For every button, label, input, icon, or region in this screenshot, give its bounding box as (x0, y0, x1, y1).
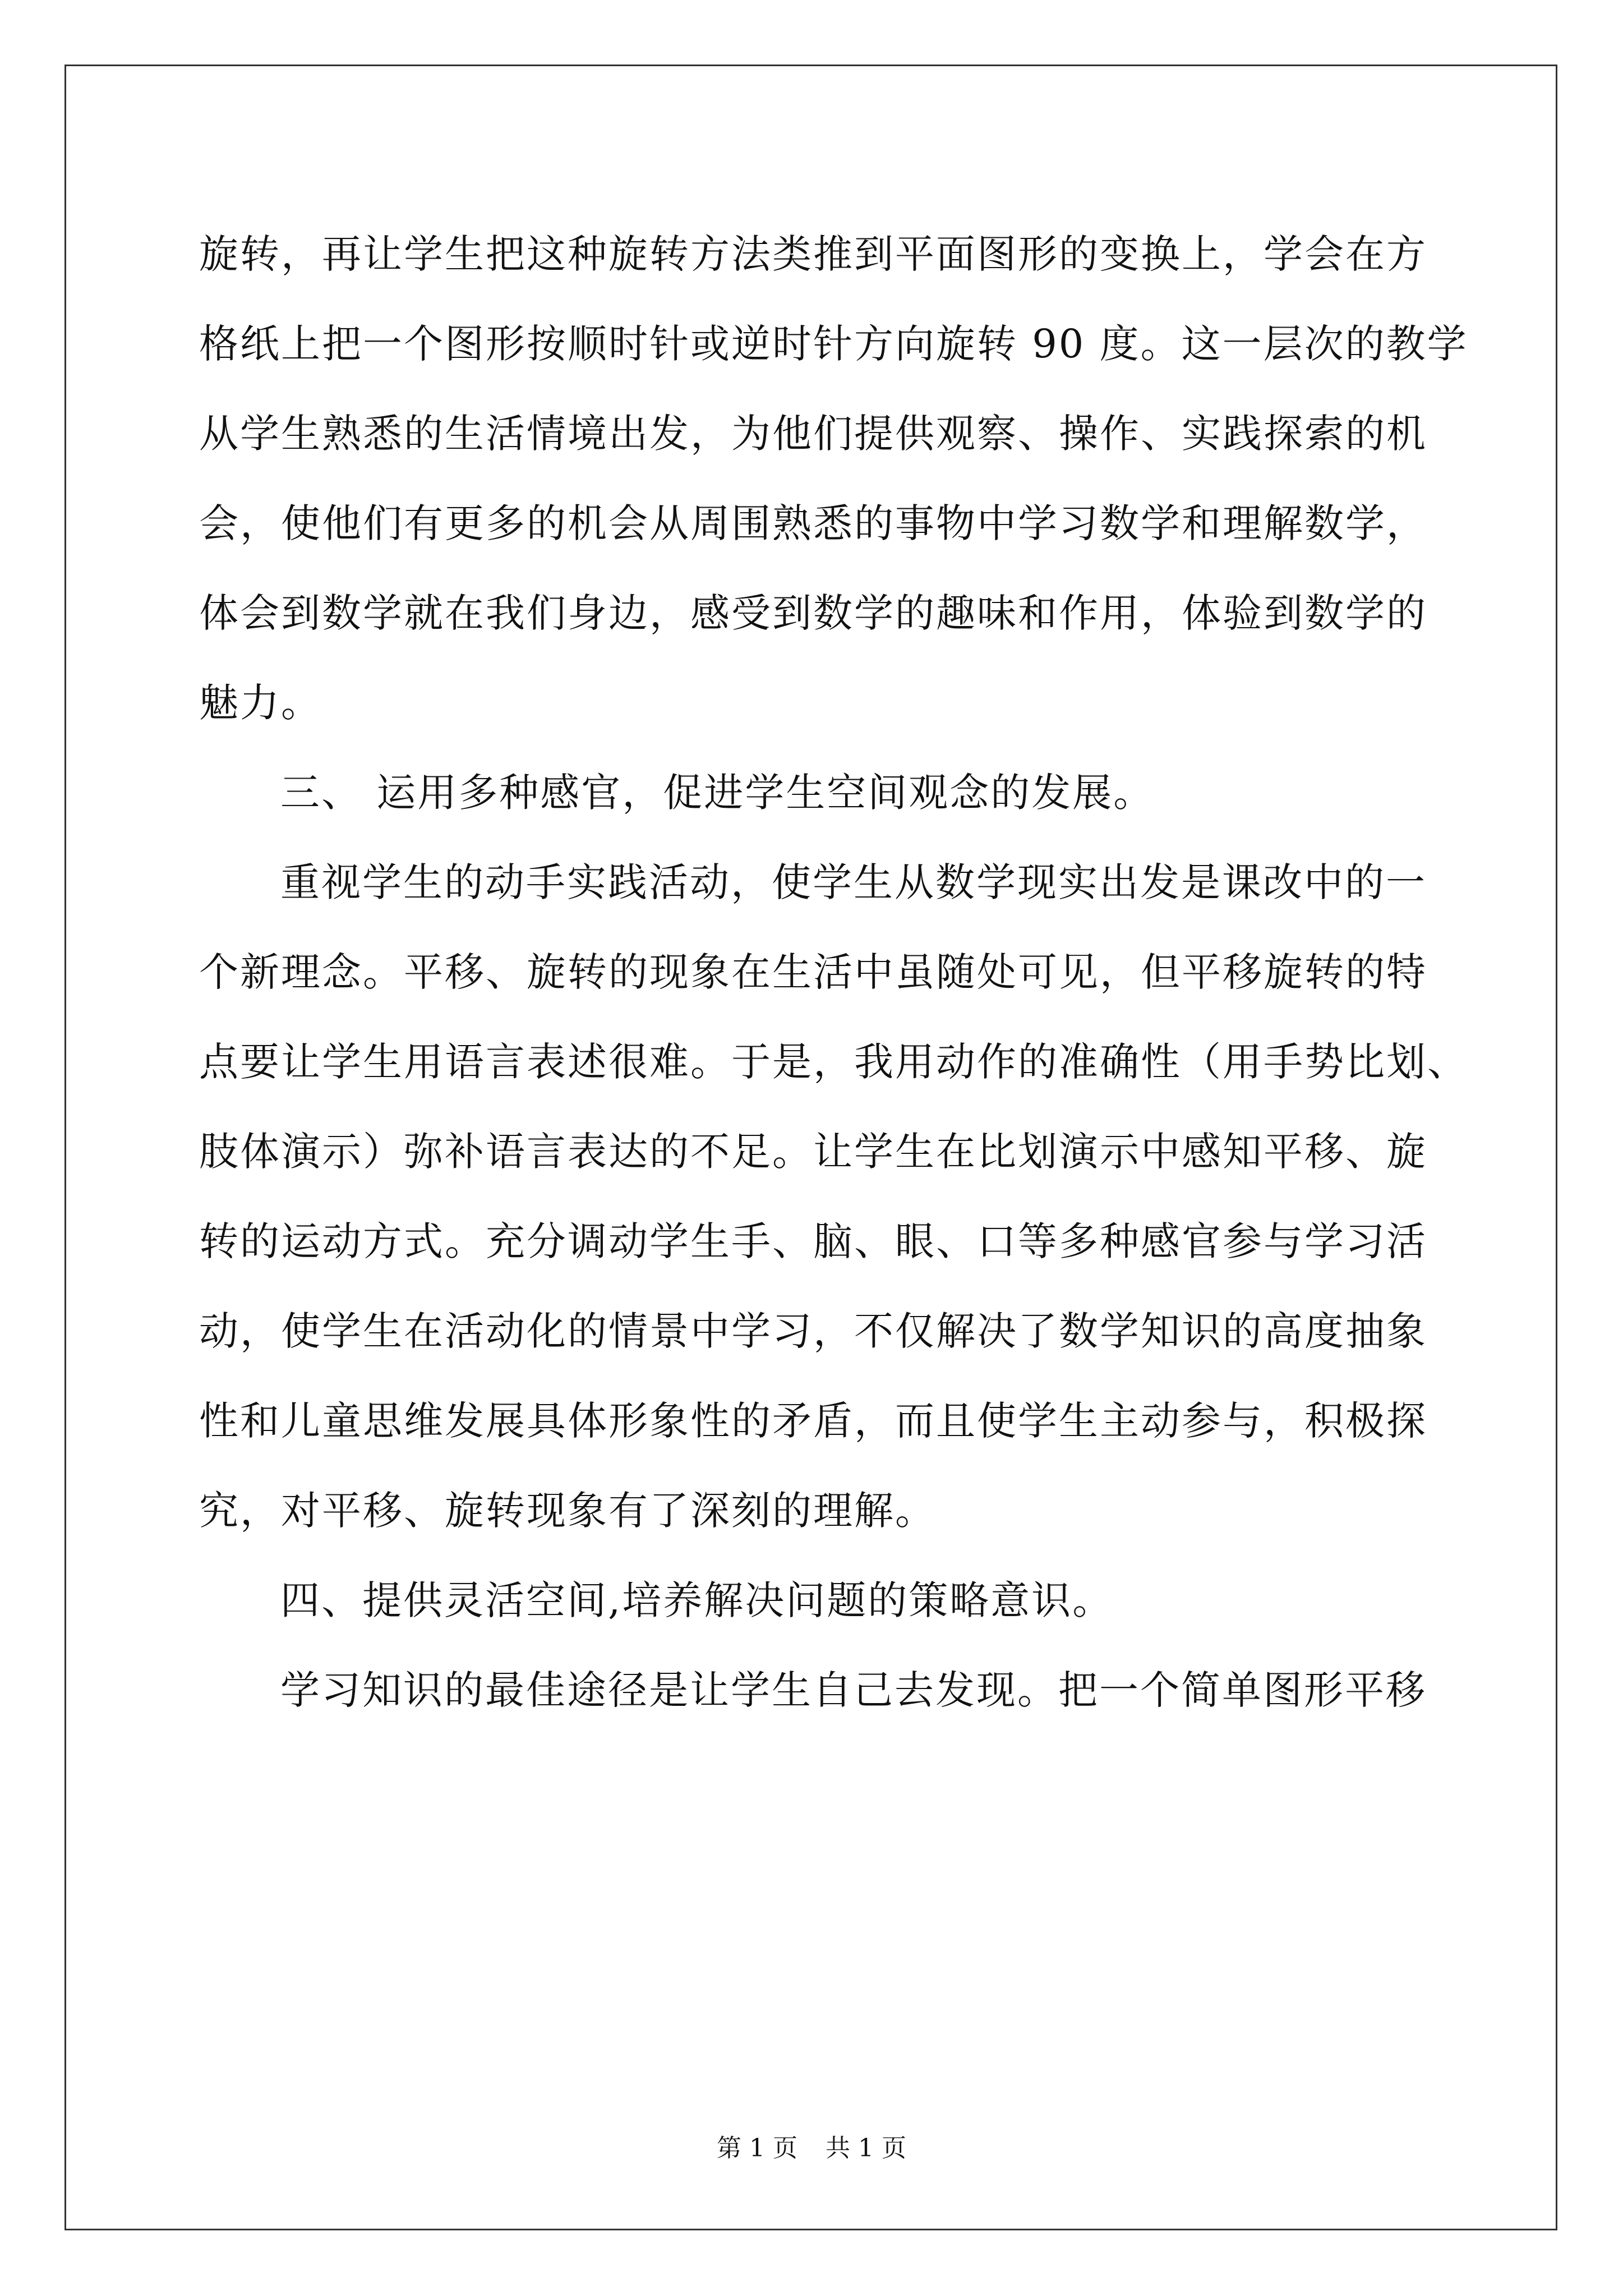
paragraph-line-14: 性和儿童思维发展具体形象性的矛盾，而且使学生主动参与，积极探 (199, 1398, 1427, 1444)
page-number: 第 1 页 (717, 2134, 797, 2162)
paragraph-line-8: 重视学生的动手实践活动，使学生从数学现实出发是课改中的一 (280, 859, 1427, 905)
paragraph-line-4: 会，使他们有更多的机会从周围熟悉的事物中学习数学和理解数学， (199, 500, 1427, 546)
paragraph-line-6: 魅力。 (199, 680, 322, 726)
paragraph-line-11: 肢体演示）弥补语言表达的不足。让学生在比划演示中感知平移、旋 (199, 1129, 1427, 1175)
page-total: 共 1 页 (826, 2134, 906, 2162)
paragraph-line-13: 动，使学生在活动化的情景中学习，不仅解决了数学知识的高度抽象 (199, 1308, 1427, 1354)
paragraph-line-9: 个新理念。平移、旋转的现象在生活中虽随处可见，但平移旋转的特 (199, 949, 1427, 995)
paragraph-line-12: 转的运动方式。充分调动学生手、脑、眼、口等多种感官参与学习活 (199, 1218, 1427, 1264)
section-heading-3: 三、 运用多种感官，促进学生空间观念的发展。 (280, 770, 1155, 816)
paragraph-line-2: 格纸上把一个图形按顺时针或逆时针方向旋转 90 度。这一层次的教学 (199, 321, 1468, 367)
page-footer (0, 2132, 1623, 2165)
section-heading-4: 四、提供灵活空间,培养解决问题的策略意识。 (280, 1577, 1114, 1623)
paragraph-line-17: 学习知识的最佳途径是让学生自己去发现。把一个简单图形平移 (280, 1667, 1427, 1713)
paragraph-line-1: 旋转，再让学生把这种旋转方法类推到平面图形的变换上，学会在方 (199, 231, 1427, 277)
paragraph-line-15: 究，对平移、旋转现象有了深刻的理解。 (199, 1488, 936, 1534)
paragraph-line-3: 从学生熟悉的生活情境出发，为他们提供观察、操作、实践探索的机 (199, 411, 1427, 457)
paragraph-line-10: 点要让学生用语言表述很难。于是，我用动作的准确性（用手势比划、 (199, 1039, 1468, 1085)
paragraph-line-5: 体会到数学就在我们身边，感受到数学的趣味和作用，体验到数学的 (199, 590, 1427, 636)
